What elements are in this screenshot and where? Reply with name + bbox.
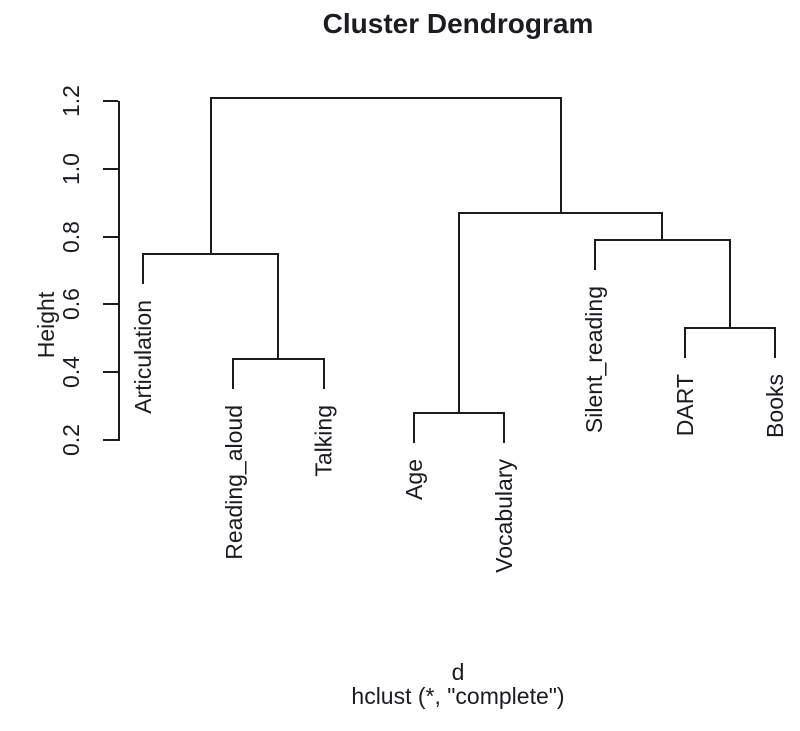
- dendrogram-merge-bar: [210, 97, 562, 99]
- dendrogram-leaf-stub: [684, 328, 686, 358]
- leaf-label-talking: Talking: [310, 404, 337, 477]
- dendrogram-branch: [661, 213, 663, 240]
- dendrogram-leaf-stub: [594, 240, 596, 270]
- y-tick-label: 1.2: [58, 85, 84, 117]
- y-axis-label: Height: [33, 291, 59, 359]
- x-axis-label: d: [451, 659, 465, 685]
- dendrogram-leaf-stub: [142, 254, 144, 284]
- leaf-label-dart: DART: [671, 374, 698, 437]
- y-tick-label: 0.6: [58, 288, 84, 321]
- dendrogram-branch: [458, 213, 460, 413]
- leaf-label-silent_reading: Silent_reading: [581, 285, 608, 434]
- dendrogram-branch: [277, 254, 279, 359]
- chart-title: Cluster Dendrogram: [322, 8, 594, 39]
- dendrogram-leaf-stub: [774, 328, 776, 358]
- hclust-subtitle: hclust (*, "complete"): [351, 683, 565, 709]
- y-tick: [103, 236, 118, 238]
- y-tick: [103, 439, 118, 441]
- y-tick-label: 1.0: [58, 152, 84, 185]
- dendrogram-leaf-stub: [413, 413, 415, 443]
- x-axis-caption: [351, 660, 564, 708]
- y-tick-label: 0.4: [58, 356, 84, 389]
- dendrogram-branch: [729, 240, 731, 328]
- dendrogram-leaf-stub: [503, 413, 505, 443]
- y-tick: [103, 371, 118, 373]
- dendrogram-branch: [210, 98, 212, 254]
- y-tick: [103, 168, 118, 170]
- dendrogram-leaf-stub: [232, 359, 234, 389]
- dendrogram-leaf-stub: [323, 359, 325, 389]
- leaf-label-reading_aloud: Reading_aloud: [220, 404, 247, 560]
- leaf-label-articulation: Articulation: [130, 299, 156, 414]
- leaf-label-age: Age: [400, 458, 427, 500]
- y-tick-label: 0.2: [58, 424, 84, 456]
- y-tick-label: 0.8: [58, 220, 84, 253]
- leaf-label-vocabulary: Vocabulary: [491, 458, 518, 573]
- dendrogram-branch: [560, 98, 562, 213]
- y-axis-line: [118, 101, 120, 441]
- leaf-label-books: Books: [762, 374, 789, 439]
- y-tick: [103, 100, 118, 102]
- y-tick: [103, 303, 118, 305]
